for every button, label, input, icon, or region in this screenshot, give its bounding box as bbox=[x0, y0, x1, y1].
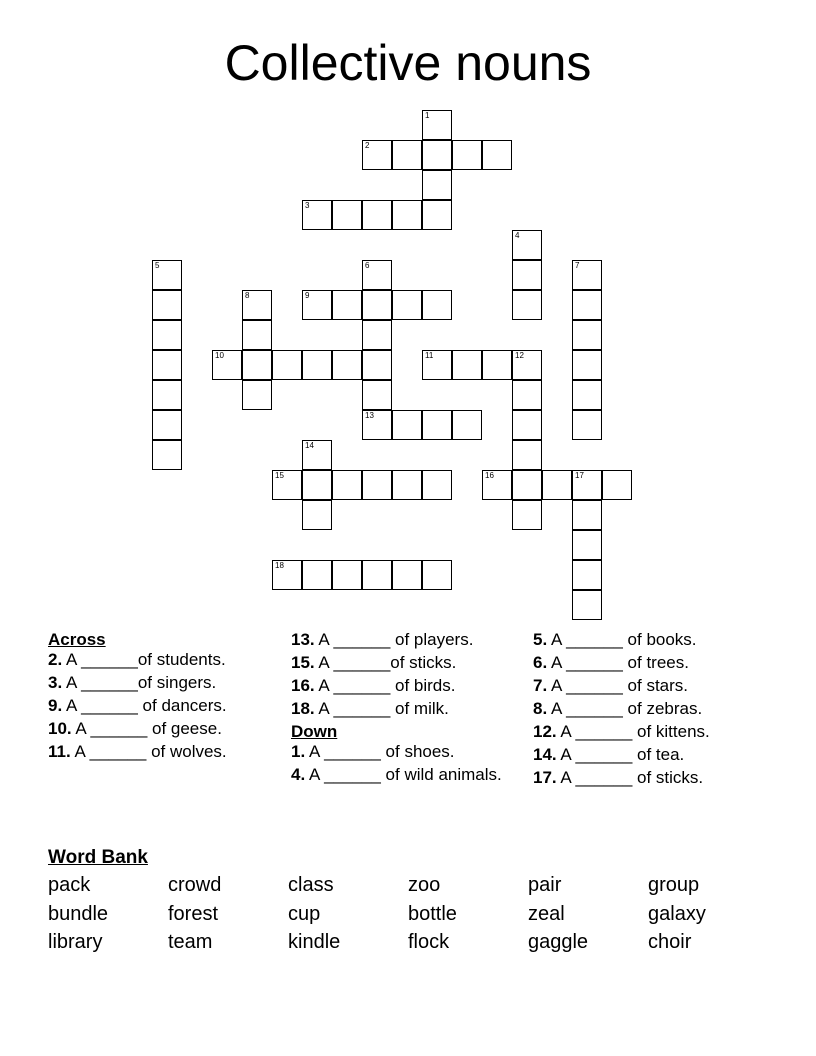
clue-text: A ______ of wolves. bbox=[70, 742, 227, 761]
crossword-cell[interactable] bbox=[152, 380, 182, 410]
word-bank-item: class bbox=[288, 874, 334, 896]
clue-down-5 bbox=[533, 630, 783, 650]
crossword-cell[interactable] bbox=[512, 440, 542, 470]
crossword-cell[interactable] bbox=[512, 290, 542, 320]
crossword-cell[interactable] bbox=[422, 140, 452, 170]
clue-across-10 bbox=[48, 719, 268, 739]
clues-column-3 bbox=[533, 630, 783, 791]
clue-down-1 bbox=[291, 742, 511, 762]
clue-across-15 bbox=[291, 653, 511, 673]
clues-section bbox=[0, 630, 816, 845]
crossword-cell[interactable] bbox=[452, 140, 482, 170]
clue-number: 12. bbox=[533, 722, 557, 741]
cell-number: 5 bbox=[155, 261, 160, 270]
crossword-cell[interactable] bbox=[422, 470, 452, 500]
crossword-cell[interactable] bbox=[392, 200, 422, 230]
cell-number: 4 bbox=[515, 231, 520, 240]
crossword-cell[interactable] bbox=[362, 140, 392, 170]
word-bank-item: cup bbox=[288, 902, 321, 925]
clue-number: 18. bbox=[291, 699, 315, 718]
clue-number: 3. bbox=[48, 673, 63, 692]
clue-text: A ______ of trees. bbox=[547, 653, 689, 672]
word-bank-item: team bbox=[168, 931, 213, 953]
cell-number: 7 bbox=[575, 261, 580, 270]
crossword-cell[interactable] bbox=[362, 200, 392, 230]
cell-number: 12 bbox=[515, 351, 524, 360]
clue-number: 6. bbox=[533, 653, 548, 672]
word-bank-item: pack bbox=[48, 874, 91, 896]
crossword-cell[interactable] bbox=[362, 560, 392, 590]
clue-text: A ______ of birds. bbox=[314, 676, 456, 695]
word-bank-item: library bbox=[48, 931, 103, 953]
crossword-cell[interactable] bbox=[452, 350, 482, 380]
crossword-cell[interactable] bbox=[512, 500, 542, 530]
crossword-cell[interactable] bbox=[572, 350, 602, 380]
clue-across-18 bbox=[291, 699, 511, 719]
cell-number: 6 bbox=[365, 261, 370, 270]
crossword-cell[interactable] bbox=[482, 470, 512, 500]
clue-text: A ______ of books. bbox=[547, 630, 697, 649]
word-bank-item: forest bbox=[168, 902, 219, 925]
cell-number: 9 bbox=[305, 291, 310, 300]
clue-text: A ______ of geese. bbox=[71, 719, 222, 738]
crossword-cell[interactable] bbox=[362, 260, 392, 290]
clue-number: 16. bbox=[291, 676, 315, 695]
clue-across-13 bbox=[291, 630, 511, 650]
clue-across-2 bbox=[48, 650, 268, 670]
clue-text: A ______ of stars. bbox=[547, 676, 689, 695]
clue-text: A ______ of kittens. bbox=[556, 722, 710, 741]
word-bank-item: zeal bbox=[528, 902, 565, 925]
word-bank-item: bottle bbox=[408, 902, 457, 925]
crossword-cell[interactable] bbox=[392, 140, 422, 170]
clue-number: 5. bbox=[533, 630, 548, 649]
crossword-cell[interactable] bbox=[242, 290, 272, 320]
clue-down-17 bbox=[533, 768, 783, 788]
crossword-cell[interactable] bbox=[302, 440, 332, 470]
clue-number: 9. bbox=[48, 696, 63, 715]
clue-across-11 bbox=[48, 742, 268, 762]
crossword-cell[interactable] bbox=[302, 290, 332, 320]
cell-number: 3 bbox=[305, 201, 310, 210]
crossword-cell[interactable] bbox=[362, 290, 392, 320]
cell-number: 10 bbox=[215, 351, 224, 360]
crossword-cell[interactable] bbox=[332, 470, 362, 500]
crossword-cell[interactable] bbox=[572, 260, 602, 290]
cell-number: 11 bbox=[425, 351, 434, 360]
crossword-cell[interactable] bbox=[302, 470, 332, 500]
crossword-cell[interactable] bbox=[242, 350, 272, 380]
crossword-cell[interactable] bbox=[332, 560, 362, 590]
crossword-cell[interactable] bbox=[272, 470, 302, 500]
crossword-cell[interactable] bbox=[572, 590, 602, 620]
cell-number: 8 bbox=[245, 291, 250, 300]
clue-down-4 bbox=[291, 765, 511, 785]
word-bank-item: kindle bbox=[288, 931, 341, 953]
crossword-cell[interactable] bbox=[422, 560, 452, 590]
clue-down-8 bbox=[533, 699, 783, 719]
word-bank bbox=[48, 845, 768, 957]
crossword-cell[interactable] bbox=[422, 410, 452, 440]
crossword-cell[interactable] bbox=[362, 380, 392, 410]
crossword-cell[interactable] bbox=[572, 380, 602, 410]
clue-text: A ______ of milk. bbox=[314, 699, 449, 718]
crossword-cell[interactable] bbox=[422, 290, 452, 320]
clue-text: A ______ of dancers. bbox=[62, 696, 227, 715]
clue-number: 2. bbox=[48, 650, 63, 669]
crossword-cell[interactable] bbox=[272, 560, 302, 590]
across-heading: Across bbox=[48, 630, 106, 649]
clue-number: 17. bbox=[533, 768, 557, 787]
crossword-cell[interactable] bbox=[572, 410, 602, 440]
word-bank-item: crowd bbox=[168, 874, 222, 896]
crossword-cell[interactable] bbox=[302, 200, 332, 230]
clue-down-6 bbox=[533, 653, 783, 673]
word-bank-list bbox=[48, 871, 768, 957]
clue-number: 13. bbox=[291, 630, 315, 649]
word-bank-item: pair bbox=[528, 874, 562, 896]
clue-down-7 bbox=[533, 676, 783, 696]
crossword-cell[interactable] bbox=[572, 320, 602, 350]
crossword-cell[interactable] bbox=[392, 290, 422, 320]
crossword-cell[interactable] bbox=[362, 410, 392, 440]
clue-across-16 bbox=[291, 676, 511, 696]
crossword-cell[interactable] bbox=[362, 350, 392, 380]
clue-number: 15. bbox=[291, 653, 315, 672]
clue-text: A ______of students. bbox=[62, 650, 226, 669]
crossword-cell[interactable] bbox=[572, 500, 602, 530]
clue-number: 11. bbox=[48, 742, 71, 761]
clue-text: A ______of singers. bbox=[62, 673, 217, 692]
crossword-cell[interactable] bbox=[422, 200, 452, 230]
crossword-cell[interactable] bbox=[572, 530, 602, 560]
crossword-cell[interactable] bbox=[242, 320, 272, 350]
crossword-cell[interactable] bbox=[512, 350, 542, 380]
crossword-cell[interactable] bbox=[332, 350, 362, 380]
clue-across-3 bbox=[48, 673, 268, 693]
cell-number: 1 bbox=[425, 111, 430, 120]
clue-number: 8. bbox=[533, 699, 548, 718]
crossword-cell[interactable] bbox=[152, 350, 182, 380]
clue-text: A ______of sticks. bbox=[314, 653, 457, 672]
clue-down-12 bbox=[533, 722, 783, 742]
crossword-cell[interactable] bbox=[512, 410, 542, 440]
crossword-cell[interactable] bbox=[482, 350, 512, 380]
crossword-cell[interactable] bbox=[152, 410, 182, 440]
crossword-cell[interactable] bbox=[152, 440, 182, 470]
crossword-cell[interactable] bbox=[542, 470, 572, 500]
crossword-cell[interactable] bbox=[302, 500, 332, 530]
crossword-cell[interactable] bbox=[362, 470, 392, 500]
word-bank-heading: Word Bank bbox=[48, 847, 148, 868]
crossword-cell[interactable] bbox=[422, 170, 452, 200]
crossword-cell[interactable] bbox=[512, 380, 542, 410]
crossword-cell[interactable] bbox=[512, 260, 542, 290]
crossword-cell[interactable] bbox=[152, 320, 182, 350]
clue-text: A ______ of wild animals. bbox=[305, 765, 502, 784]
crossword-cell[interactable] bbox=[422, 350, 452, 380]
clue-text: A ______ of players. bbox=[314, 630, 474, 649]
cell-number: 14 bbox=[305, 441, 314, 450]
clue-number: 1. bbox=[291, 742, 306, 761]
crossword-cell[interactable] bbox=[362, 320, 392, 350]
crossword-cell[interactable] bbox=[212, 350, 242, 380]
crossword-cell[interactable] bbox=[572, 470, 602, 500]
clue-across-9 bbox=[48, 696, 268, 716]
cell-number: 15 bbox=[275, 471, 284, 480]
clues-column-1 bbox=[48, 630, 268, 765]
clue-number: 4. bbox=[291, 765, 306, 784]
clues-column-2 bbox=[291, 630, 511, 788]
clue-text: A ______ of zebras. bbox=[547, 699, 703, 718]
crossword-cell[interactable] bbox=[392, 470, 422, 500]
word-bank-item: choir bbox=[648, 931, 692, 953]
crossword-cell[interactable] bbox=[242, 380, 272, 410]
word-bank-item: galaxy bbox=[648, 902, 706, 925]
clue-text: A ______ of sticks. bbox=[556, 768, 704, 787]
word-bank-item: group bbox=[648, 874, 700, 896]
crossword-cell[interactable] bbox=[332, 290, 362, 320]
crossword-cell[interactable] bbox=[602, 470, 632, 500]
down-heading: Down bbox=[291, 722, 338, 741]
word-bank-item: flock bbox=[408, 931, 450, 953]
crossword-cell[interactable] bbox=[422, 110, 452, 140]
clue-number: 14. bbox=[533, 745, 557, 764]
crossword-cell[interactable] bbox=[452, 410, 482, 440]
clue-number: 7. bbox=[533, 676, 548, 695]
crossword-cell[interactable] bbox=[152, 260, 182, 290]
crossword-cell[interactable] bbox=[572, 290, 602, 320]
crossword-cell[interactable] bbox=[512, 470, 542, 500]
crossword-cell[interactable] bbox=[512, 230, 542, 260]
crossword-cell[interactable] bbox=[572, 560, 602, 590]
crossword-cell[interactable] bbox=[302, 350, 332, 380]
cell-number: 13 bbox=[365, 411, 374, 420]
cell-number: 2 bbox=[365, 141, 370, 150]
crossword-cell[interactable] bbox=[392, 410, 422, 440]
word-bank-item: gaggle bbox=[528, 931, 589, 953]
word-bank-item: zoo bbox=[408, 874, 441, 896]
crossword-cell[interactable] bbox=[272, 350, 302, 380]
cell-number: 17 bbox=[575, 471, 584, 480]
crossword-cell[interactable] bbox=[302, 560, 332, 590]
clue-text: A ______ of tea. bbox=[556, 745, 685, 764]
clue-text: A ______ of shoes. bbox=[305, 742, 455, 761]
crossword-cell[interactable] bbox=[152, 290, 182, 320]
page-title: Collective nouns bbox=[224, 35, 592, 91]
crossword-cell[interactable] bbox=[392, 560, 422, 590]
cell-number: 18 bbox=[275, 561, 284, 570]
word-bank-item: bundle bbox=[48, 902, 109, 925]
clue-number: 10. bbox=[48, 719, 72, 738]
crossword-cell[interactable] bbox=[482, 140, 512, 170]
cell-number: 16 bbox=[485, 471, 494, 480]
crossword-cell[interactable] bbox=[332, 200, 362, 230]
clue-down-14 bbox=[533, 745, 783, 765]
